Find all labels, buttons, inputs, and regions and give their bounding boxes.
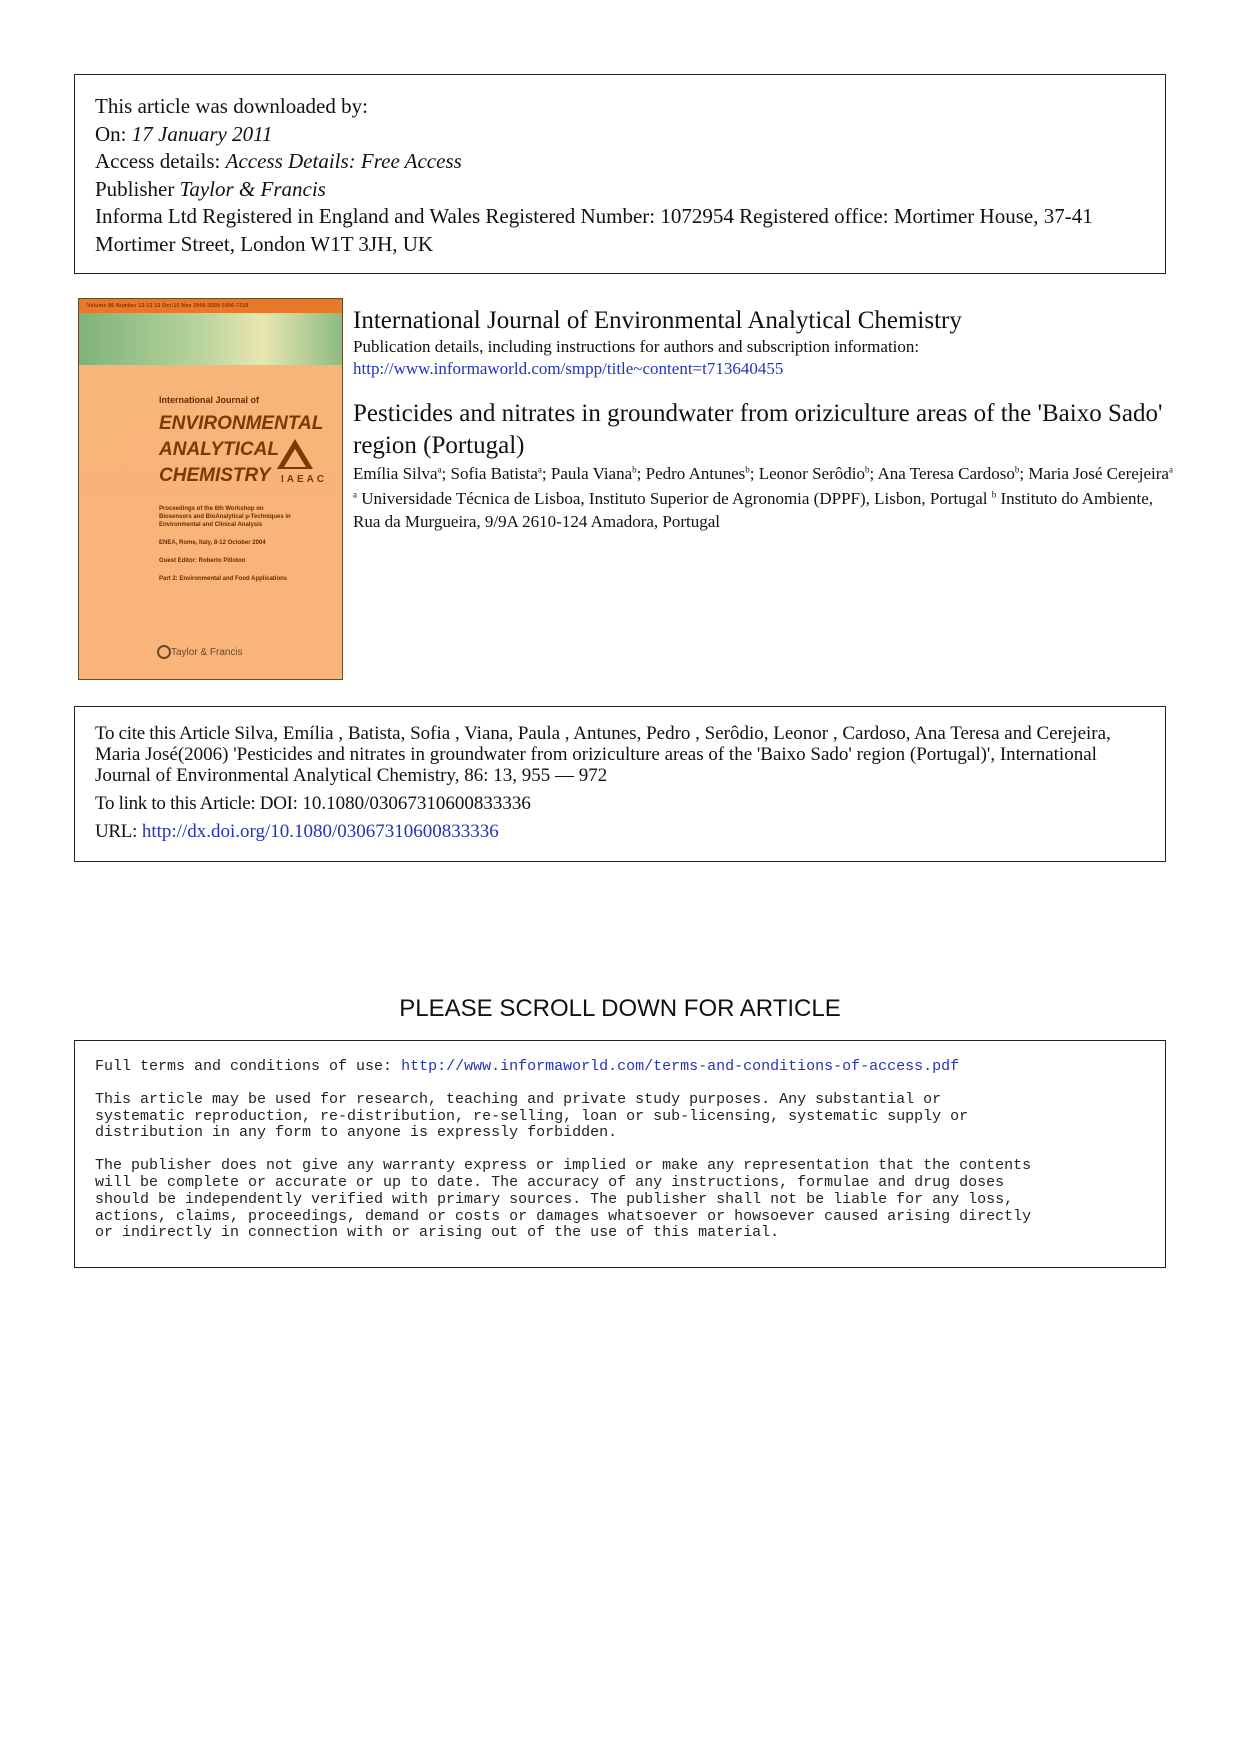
affiliations bbox=[353, 487, 1173, 533]
doi-row bbox=[95, 793, 1145, 814]
cover-publisher: Taylor & Francis bbox=[171, 647, 243, 658]
author-name: Sofia Batista bbox=[450, 464, 538, 483]
cite-text: Silva, Emília , Batista, Sofia , Viana, Paula , Antunes, Pedro , Serôdio, Leonor , Cardoso, Ana Teresa and Cerejeira, Maria José(2006) 'Pesticides and nitrates in groundwater from oriziculture areas of the 'Baixo Sado' region (Portugal)', International Journal of Environmental Analytical Chemistry, 86: 13, 955 — 972 bbox=[95, 723, 1111, 786]
cite-label: To cite this Article bbox=[95, 723, 230, 744]
affiliation-b: Instituto do Ambiente, Rua da Murgueira, 9/9A 2610-124 Amadora, Portugal bbox=[353, 489, 1154, 531]
download-info-box bbox=[74, 74, 1166, 274]
journal-cover-image bbox=[78, 298, 343, 680]
access-details: Access details: Access Details: Free Access bbox=[95, 149, 462, 173]
terms-label: Full terms and conditions of use: bbox=[95, 1058, 402, 1075]
author-affiliation-mark: b bbox=[1014, 464, 1020, 475]
citation bbox=[95, 723, 1145, 786]
access-details-value: Access Details: Free Access bbox=[225, 149, 462, 173]
article-title: Pesticides and nitrates in groundwater from oriziculture areas of the 'Baixo Sado' region (Portugal) bbox=[353, 400, 1163, 459]
cover-proceedings-2: Biosensors and BioAnalytical µ-Techniques in bbox=[159, 514, 291, 520]
registration-info: Informa Ltd Registered in England and Wales Registered Number: 1072954 Registered office: Mortimer House, 37-41 Mortimer Street, London W1T 3JH, UK bbox=[95, 204, 1093, 256]
publication-details: Publication details, including instructions for authors and subscription information: bbox=[353, 337, 920, 356]
affiliation-b-mark: b bbox=[991, 489, 997, 500]
author-affiliation-mark: b bbox=[632, 464, 637, 475]
author-affiliation-mark: a bbox=[1168, 464, 1173, 475]
author-affiliation-mark: a bbox=[437, 464, 442, 475]
affiliation-a: Universidade Técnica de Lisboa, Instituto Superior de Agronomia (DPPF), Lisbon, Portugal bbox=[361, 489, 988, 508]
download-date-value: 17 January 2011 bbox=[131, 121, 273, 146]
terms-paragraph-2: The publisher does not give any warranty express or implied or make any representation that the contents will be complete or accurate or up to date. The accuracy of any instructions, formulae and drug doses should be independently verified with primary sources. The publisher shall not be liable for any loss, actions, claims, proceedings, demand or costs or damages whatsoever or howsoever caused arising directly or indirectly in connection with or arising out of the use of this material. bbox=[95, 1157, 1032, 1242]
download-date: On: 17 January 2011 bbox=[95, 121, 273, 146]
terms-link[interactable]: http://www.informaworld.com/terms-and-conditions-of-access.pdf bbox=[401, 1058, 960, 1075]
cover-proceedings-1: Proceedings of the 6th Workshop on bbox=[159, 506, 264, 512]
author-affiliation-mark: b bbox=[745, 464, 750, 475]
terms-box bbox=[74, 1040, 1166, 1268]
cover-iaeac: IAEAC bbox=[281, 474, 328, 485]
author-affiliation-mark: a bbox=[537, 464, 542, 475]
author-name: Leonor Serôdio bbox=[758, 464, 865, 483]
cover-venue: ENEA, Rome, Italy, 8-12 October 2004 bbox=[159, 540, 266, 546]
citation-box bbox=[74, 706, 1166, 862]
author-name: Paula Viana bbox=[550, 464, 633, 483]
article-metadata bbox=[353, 306, 1173, 533]
publisher-value: Taylor & Francis bbox=[179, 176, 326, 201]
scroll-notice: PLEASE SCROLL DOWN FOR ARTICLE bbox=[399, 995, 841, 1022]
author-list: Emília Silva$^a$; Sofia Batista$^a$; Paula Viana$^b$; Pedro Antunes$^b$; Leonor Serôdio$^b$; Ana Teresa Cardoso$^b$; Maria José Cerejeira$^a$ bbox=[353, 464, 1173, 483]
affiliation-a-mark: a bbox=[353, 489, 357, 500]
publisher: Publisher Taylor & Francis bbox=[95, 176, 326, 201]
journal-url-link[interactable]: http://www.informaworld.com/smpp/title~content=t713640455 bbox=[353, 359, 784, 378]
cover-journal-label: International Journal of bbox=[159, 395, 260, 405]
doi-url-link[interactable]: http://dx.doi.org/10.1080/03067310600833336 bbox=[141, 821, 499, 842]
terms-paragraph-1: This article may be used for research, teaching and private study purposes. Any substantial or systematic reproduction, re-distribution, re-selling, loan or sub-licensing, systematic supply or distribution in any form to anyone is expressly forbidden. bbox=[95, 1090, 969, 1142]
author-name: Emília Silva bbox=[353, 464, 438, 483]
cover-green-band bbox=[79, 313, 342, 365]
url-label: URL: bbox=[95, 821, 138, 842]
cover-topbar: Volume 86 Number 12-13 15 Oct-15 Nov 2006 ISSN 0306-7319 bbox=[79, 299, 342, 313]
doi-value: 10.1080/03067310600833336 bbox=[302, 793, 531, 814]
author-name: Maria José Cerejeira bbox=[1028, 464, 1169, 483]
taylor-francis-logo-icon bbox=[157, 645, 171, 659]
doi-label: To link to this Article: DOI: bbox=[95, 793, 298, 814]
cover-proceedings-3: Environmental and Clinical Analysis bbox=[159, 522, 263, 528]
author-affiliation-mark: b bbox=[864, 464, 870, 475]
cover-title: ENVIRONMENTAL ANALYTICAL CHEMISTRY bbox=[159, 413, 324, 486]
author-name: Ana Teresa Cardoso bbox=[877, 464, 1015, 483]
terms-line bbox=[95, 1059, 1145, 1076]
cover-part: Part 2: Environmental and Food Applications bbox=[159, 576, 288, 582]
url-row bbox=[95, 821, 1145, 842]
cover-editor: Guest Editor: Roberto Pilloton bbox=[159, 558, 246, 564]
author-name: Pedro Antunes bbox=[645, 464, 746, 483]
downloaded-by: This article was downloaded by: bbox=[95, 94, 368, 118]
journal-title: International Journal of Environmental Analytical Chemistry bbox=[353, 307, 962, 334]
